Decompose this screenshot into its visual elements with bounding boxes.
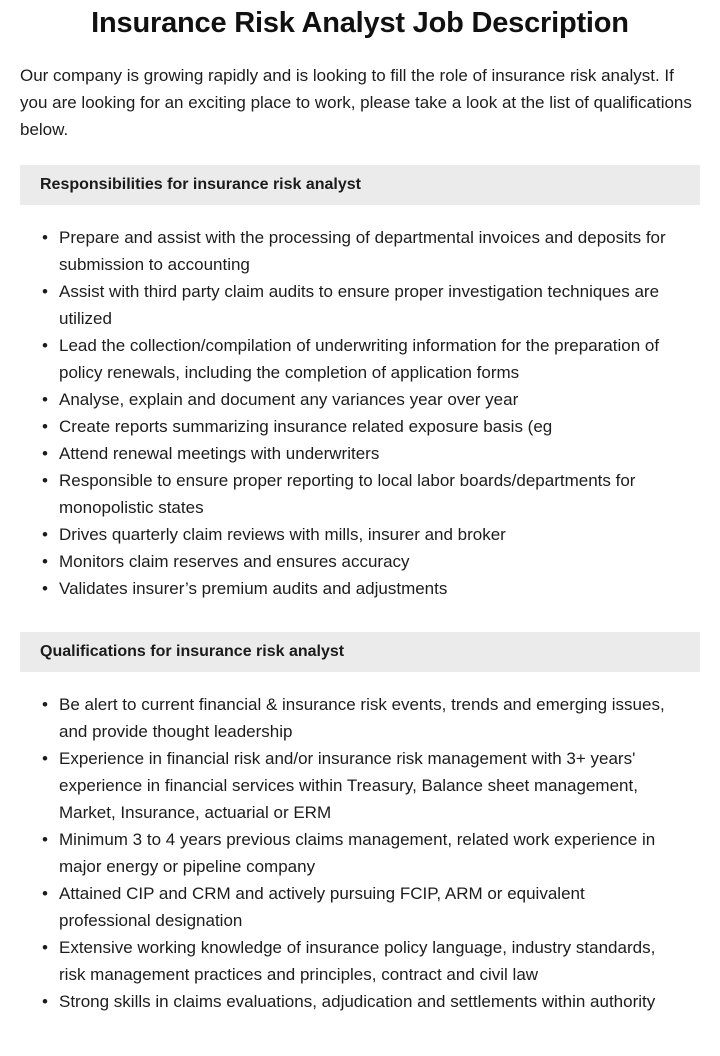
- section-heading-label: Qualifications for insurance risk analyst: [40, 643, 345, 660]
- list-item: • Monitors claim reserves and ensures accuracy: [0, 548, 700, 575]
- section-header-responsibilities: [20, 165, 700, 205]
- section-heading-label: Responsibilities for insurance risk analyst: [40, 176, 361, 193]
- responsibilities-list: [0, 205, 720, 602]
- list-item: • Responsible to ensure proper reporting to local labor boards/departments for monopolistic states: [0, 467, 700, 521]
- section-header-qualifications: [20, 632, 700, 672]
- list-item: • Create reports summarizing insurance related exposure basis (eg: [0, 413, 700, 440]
- page-title: Insurance Risk Analyst Job Description: [91, 7, 629, 39]
- section-responsibilities: [0, 165, 720, 602]
- section-qualifications: [0, 632, 720, 1015]
- list-item: • Experience in financial risk and/or insurance risk management with 3+ years' experience in financial services within Treasury, Balance sheet management, Market, Insurance, actuarial or ERM: [0, 745, 700, 826]
- list-item: • Lead the collection/compilation of underwriting information for the preparation of policy renewals, including the completion of application forms: [0, 332, 700, 386]
- list-item: • Validates insurer’s premium audits and adjustments: [0, 575, 700, 602]
- list-item: • Strong skills in claims evaluations, adjudication and settlements within authority: [0, 988, 700, 1015]
- list-item: • Drives quarterly claim reviews with mills, insurer and broker: [0, 521, 700, 548]
- qualifications-list: [0, 672, 720, 1015]
- list-item: • Attend renewal meetings with underwriters: [0, 440, 700, 467]
- list-item: • Extensive working knowledge of insurance policy language, industry standards, risk management practices and principles, contract and civil law: [0, 934, 700, 988]
- intro-paragraph: Our company is growing rapidly and is looking to fill the role of insurance risk analyst. If you are looking for an exciting place to work, please take a look at the list of qualifications below.: [20, 66, 692, 139]
- list-item: • Assist with third party claim audits to ensure proper investigation techniques are utilized: [0, 278, 700, 332]
- list-item: • Attained CIP and CRM and actively pursuing FCIP, ARM or equivalent professional designation: [0, 880, 700, 934]
- list-item: • Analyse, explain and document any variances year over year: [0, 386, 700, 413]
- list-item: • Prepare and assist with the processing of departmental invoices and deposits for submission to accounting: [0, 224, 700, 278]
- list-item: • Minimum 3 to 4 years previous claims management, related work experience in major energy or pipeline company: [0, 826, 700, 880]
- list-item: • Be alert to current financial & insurance risk events, trends and emerging issues, and provide thought leadership: [0, 691, 700, 745]
